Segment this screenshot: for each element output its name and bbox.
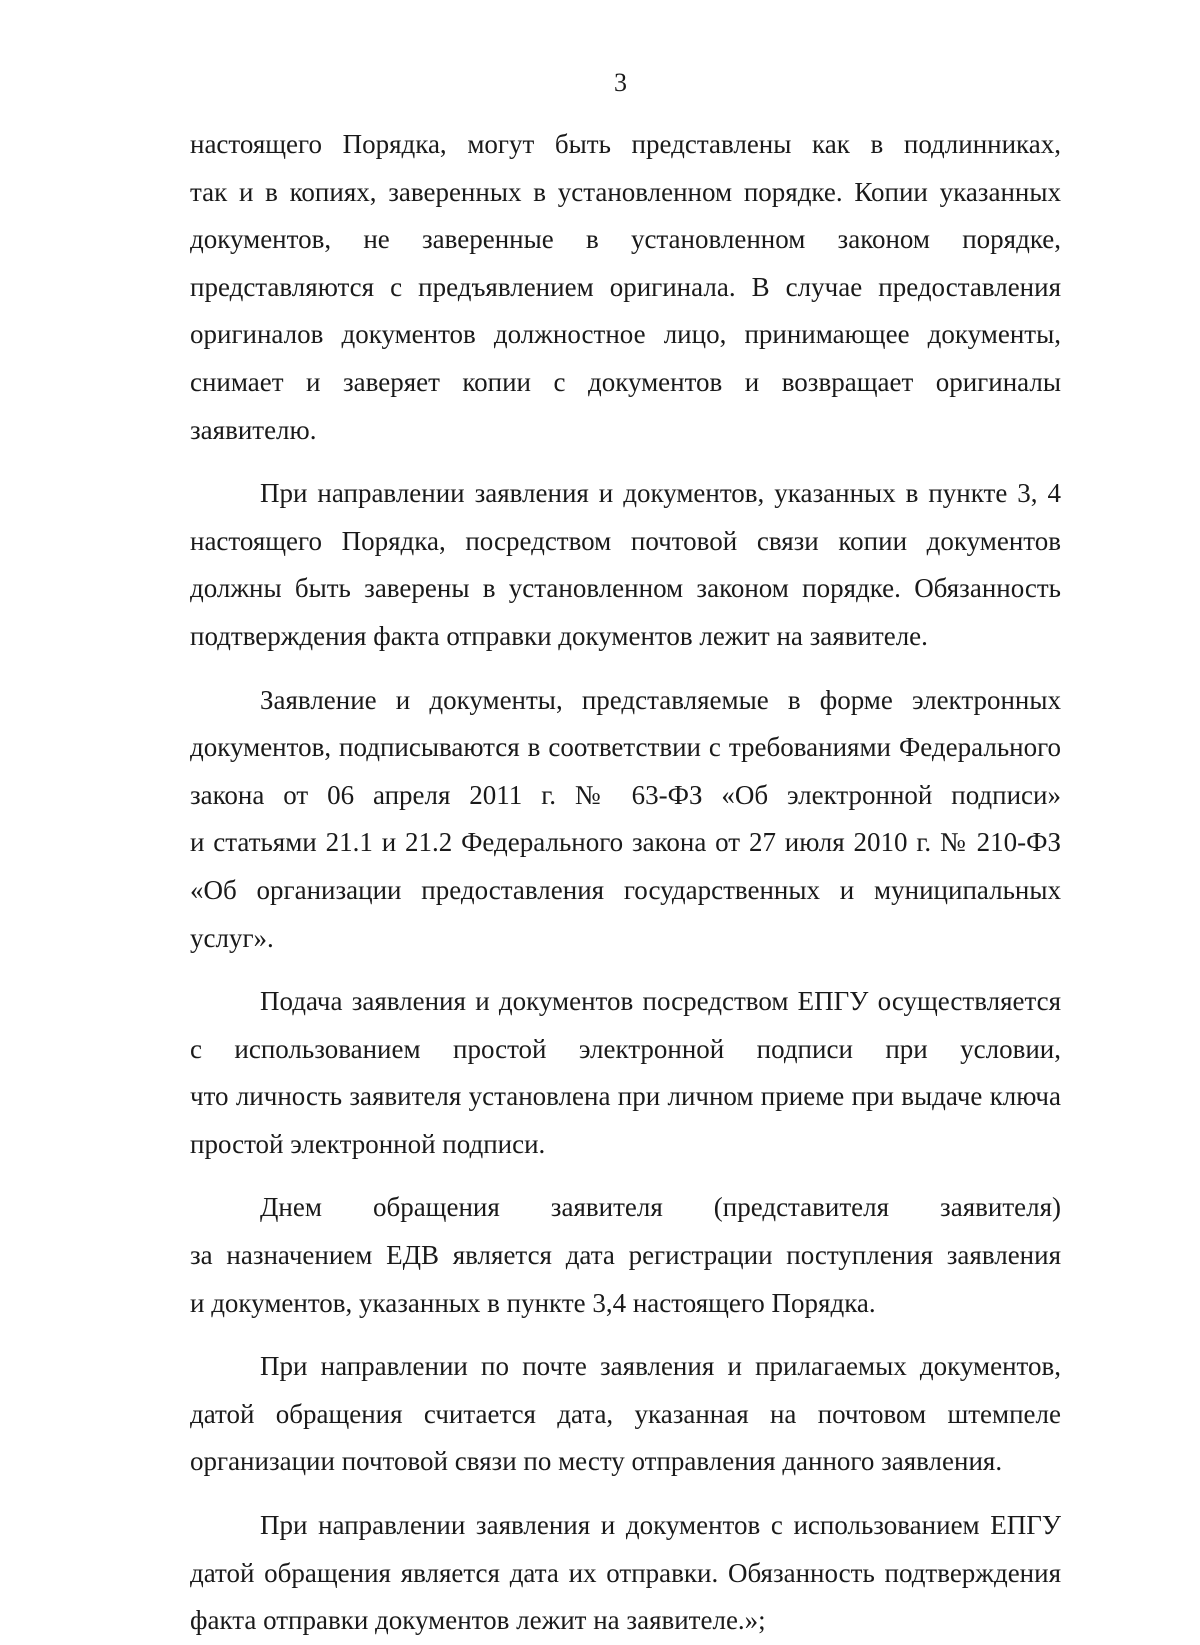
paragraph-line: Подача заявления и документов посредством ЕПГУ осуществляется [260, 986, 1061, 1017]
paragraph-line: датой обращения является дата их отправки. Обязанность подтверждения [190, 1557, 1061, 1588]
paragraph [190, 1184, 1061, 1327]
paragraph-line: настоящего Порядка, могут быть представлены как в подлинниках, [190, 129, 1061, 159]
paragraph-line: заявителю. [190, 414, 317, 445]
paragraph-line: организации почтовой связи по месту отправления данного заявления. [190, 1446, 1003, 1477]
paragraph-line: При направлении заявления и документов, указанных в пункте 3, 4 [260, 478, 1061, 509]
paragraph-line: за назначением ЕДВ является дата регистрации поступления заявления [190, 1240, 1061, 1271]
paragraph-line: настоящего Порядка, посредством почтовой связи копии документов [190, 525, 1061, 556]
paragraph-line: и документов, указанных в пункте 3,4 настоящего Порядка. [190, 1287, 876, 1318]
paragraph-line: и статьями 21.1 и 21.2 Федерального закона от 27 июля 2010 г. № 210-ФЗ [190, 827, 1061, 858]
paragraph-gap [190, 1486, 1061, 1502]
paragraph-line: с использованием простой электронной подписи при условии, [190, 1033, 1061, 1064]
page-number: 3 [614, 68, 627, 97]
paragraph-line: документов, не заверенные в установленном законом порядке, [190, 224, 1061, 255]
paragraph-line: так и в копиях, заверенных в установленном порядке. Копии указанных [190, 176, 1061, 207]
paragraph-gap [190, 1327, 1061, 1343]
paragraph-line: что личность заявителя установлена при личном приеме при выдаче ключа [190, 1081, 1061, 1112]
paragraph [190, 677, 1061, 963]
paragraph-line: должны быть заверены в установленном законом порядке. Обязанность [190, 573, 1061, 604]
paragraph-line: подтверждения факта отправки документов лежит на заявителе. [190, 620, 928, 651]
paragraph-line: Днем обращения заявителя (представителя заявителя) [260, 1192, 1061, 1223]
paragraph-line: факта отправки документов лежит на заявителе.»; [190, 1605, 766, 1636]
paragraph-line: представляются с предъявлением оригинала. В случае предоставления [190, 271, 1061, 302]
paragraph-gap [190, 454, 1061, 470]
paragraph [190, 121, 1061, 454]
paragraph-line: снимает и заверяет копии с документов и возвращает оригиналы [190, 366, 1061, 397]
paragraph-line: простой электронной подписи. [190, 1128, 546, 1159]
paragraph [190, 1343, 1061, 1486]
paragraph-line: При направлении по почте заявления и прилагаемых документов, [260, 1351, 1061, 1382]
paragraph [190, 978, 1061, 1168]
paragraph-line: услуг». [190, 922, 274, 953]
paragraph-gap [190, 661, 1061, 677]
paragraph-line: «Об организации предоставления государственных и муниципальных [190, 874, 1061, 905]
paragraph-line: датой обращения считается дата, указанная на почтовом штемпеле [190, 1398, 1061, 1429]
paragraph-line: При направлении заявления и документов с использованием ЕПГУ [260, 1510, 1061, 1541]
paragraph-line: закона от 06 апреля 2011 г. № 63-ФЗ «Об электронной подписи» [190, 779, 1061, 810]
paragraph-line: документов, подписываются в соответствии с требованиями Федерального [190, 732, 1061, 763]
paragraph-gap [190, 962, 1061, 978]
paragraph-line: оригиналов документов должностное лицо, принимающее документы, [190, 319, 1061, 350]
paragraph [190, 470, 1061, 660]
paragraph-gap [190, 1168, 1061, 1184]
body-text [190, 121, 1061, 1645]
paragraph-line: Заявление и документы, представляемые в форме электронных [260, 684, 1061, 715]
paragraph [190, 1502, 1061, 1645]
